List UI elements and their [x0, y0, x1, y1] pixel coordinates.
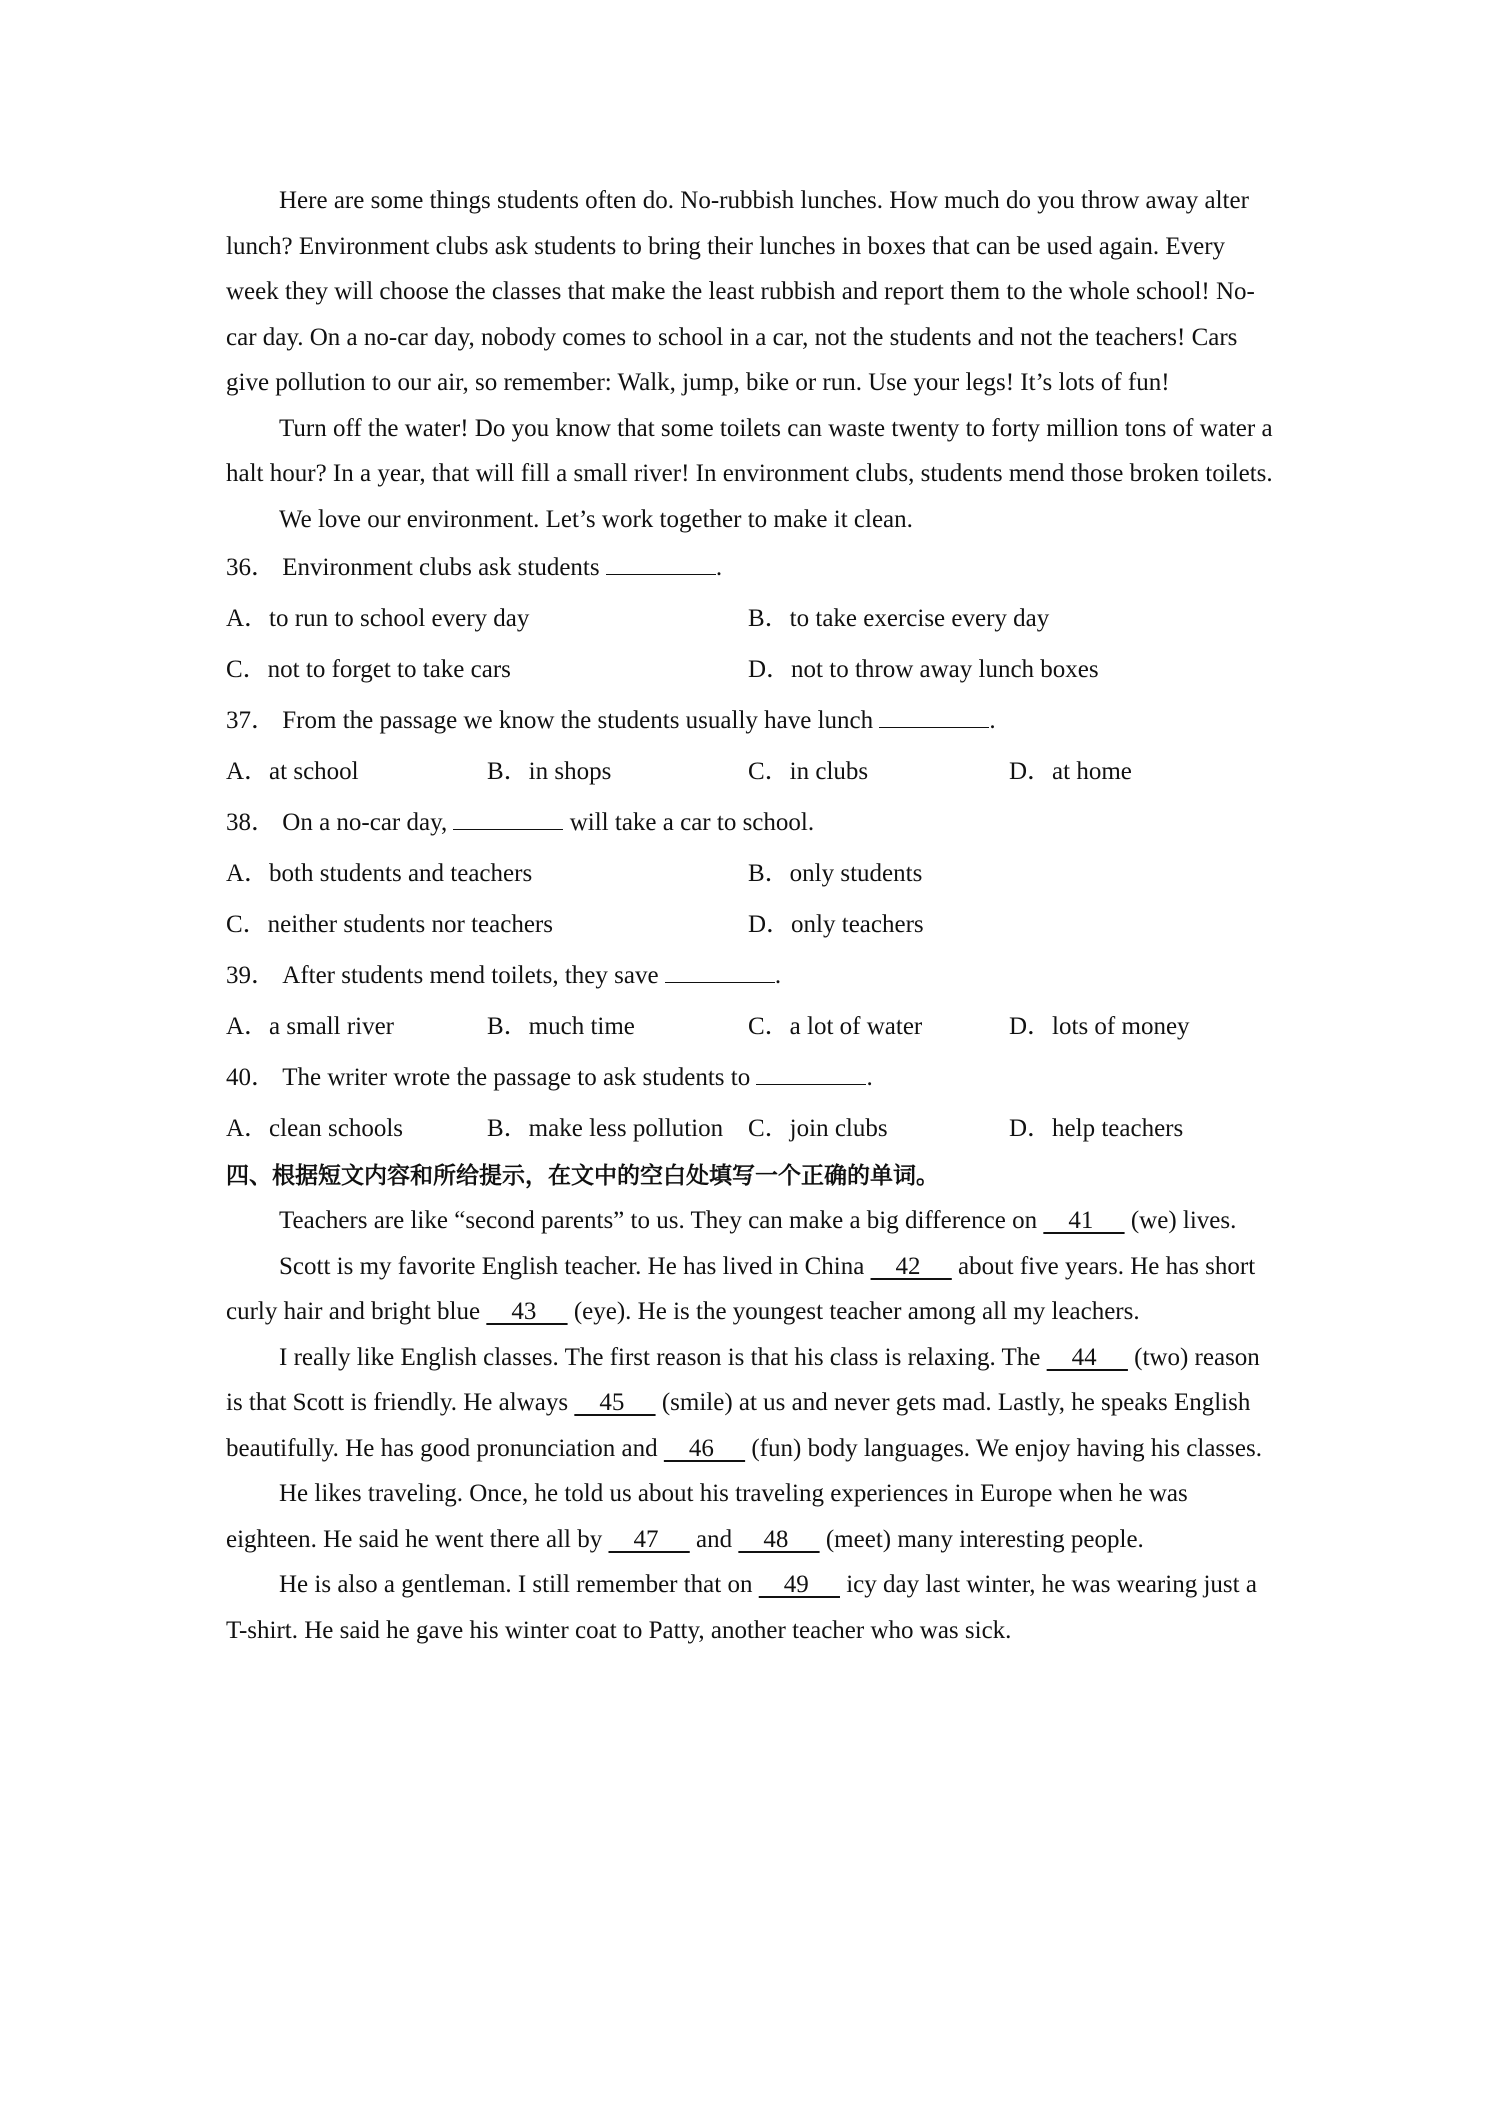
options-row: [226, 1103, 1276, 1154]
options-row: [226, 1001, 1276, 1052]
cloze-blank-46: 46: [663, 1434, 746, 1462]
question-39: 39． After students mend toilets, they save .: [226, 962, 782, 989]
answer-blank: [453, 811, 563, 830]
cloze-blank-49: 49: [758, 1571, 840, 1598]
cloze-blank-43: 43: [486, 1298, 568, 1325]
answer-blank: [606, 556, 716, 575]
option-a: A．to run to school every day: [226, 604, 530, 632]
option-d: D．at home: [1009, 757, 1132, 785]
cloze-blank-47: 47: [608, 1525, 690, 1553]
cloze-paragraph-5: He is also a gentleman. I still remember that on 49 icy day last winter, he was wearing just a T-shirt. He said he gave his winter coat to Patty, another teacher who was sick.: [226, 1571, 1257, 1644]
question-36: 36． Environment clubs ask students .: [226, 554, 723, 581]
option-c: C．not to forget to take cars: [226, 655, 511, 683]
paragraph-conclusion: We love our environment. Let’s work together to make it clean.: [279, 505, 913, 533]
option-c: C．neither students nor teachers: [226, 910, 553, 938]
question-38: 38． On a no-car day, will take a car to school.: [226, 809, 815, 836]
answer-blank: [879, 709, 989, 728]
cloze-paragraph-4: He likes traveling. Once, he told us about his traveling experiences in Europe when he was eighteen. He said he went there all by 47 and 48 (meet) many interesting people.: [226, 1480, 1188, 1553]
option-b: B．make less pollution: [487, 1114, 724, 1142]
option-d: D．only teachers: [748, 910, 924, 938]
cloze-paragraph-1: Teachers are like “second parents” to us. They can make a big difference on 41 (we) lives.: [279, 1207, 1237, 1234]
option-b: B．to take exercise every day: [748, 604, 1050, 632]
cloze-paragraph-2: Scott is my favorite English teacher. He has lived in China 42 about five years. He has short curly hair and bright blue 43 (eye). He is the youngest teacher among all my leachers.: [226, 1252, 1256, 1325]
option-c: C．join clubs: [748, 1114, 888, 1142]
question-40: 40． The writer wrote the passage to ask students to .: [226, 1064, 873, 1091]
section-heading: 四、根据短文内容和所给提示，在文中的空白处填写一个正确的单词。: [226, 1163, 939, 1189]
option-c: C．in clubs: [748, 757, 869, 785]
cloze-paragraph-3: I really like English classes. The first reason is that his class is relaxing. The 44 (two) reason is that Scott is friendly. He always 45 (smile) at us and never gets mad. Lastly, he speaks English beautifully. He has good pronunciation and 46 (fun) body languages. We enjoy having his classes.: [226, 1343, 1262, 1462]
cloze-blank-42: 42: [870, 1252, 952, 1280]
option-c: C．a lot of water: [748, 1012, 923, 1040]
answer-blank: [756, 1066, 866, 1085]
option-b: B．only students: [748, 859, 923, 887]
paragraph-turn-off-water: Turn off the water! Do you know that some toilets can waste twenty to forty million tons of water a halt hour? In a year, that will fill a small river! In environment clubs, students mend those broken toilets.: [226, 414, 1273, 487]
cloze-blank-41: 41: [1043, 1207, 1125, 1234]
cloze-blank-44: 44: [1046, 1343, 1128, 1371]
cloze-blank-45: 45: [574, 1389, 656, 1416]
answer-blank: [665, 964, 775, 983]
option-d: D．help teachers: [1009, 1114, 1184, 1142]
question-37: 37． From the passage we know the students usually have lunch .: [226, 707, 996, 734]
page-content: [226, 178, 1276, 1653]
option-a: A．at school: [226, 757, 359, 785]
option-b: B．much time: [487, 1012, 635, 1040]
options-row: [226, 593, 1276, 644]
options-row: [226, 899, 1276, 950]
cloze-blank-48: 48: [738, 1525, 820, 1553]
paragraph-no-rubbish: Here are some things students often do. No-rubbish lunches. How much do you throw away alter lunch? Environment clubs ask students to bring their lunches in boxes that can be used again. Every week they will choose the classes that make the least rubbish and report them to the whole school! No-car day. On a no-car day, nobody comes to school in a car, not the students and not the teachers! Cars give pollution to our air, so remember: Walk, jump, bike or run. Use your legs! It’s lots of fun!: [226, 187, 1255, 396]
option-b: B．in shops: [487, 757, 612, 785]
option-a: A．both students and teachers: [226, 859, 533, 887]
options-row: [226, 644, 1276, 695]
options-row: [226, 746, 1276, 797]
option-a: A．clean schools: [226, 1114, 404, 1142]
options-row: [226, 848, 1276, 899]
option-d: D．not to throw away lunch boxes: [748, 655, 1099, 683]
option-d: D．lots of money: [1009, 1012, 1190, 1040]
option-a: A．a small river: [226, 1012, 395, 1040]
